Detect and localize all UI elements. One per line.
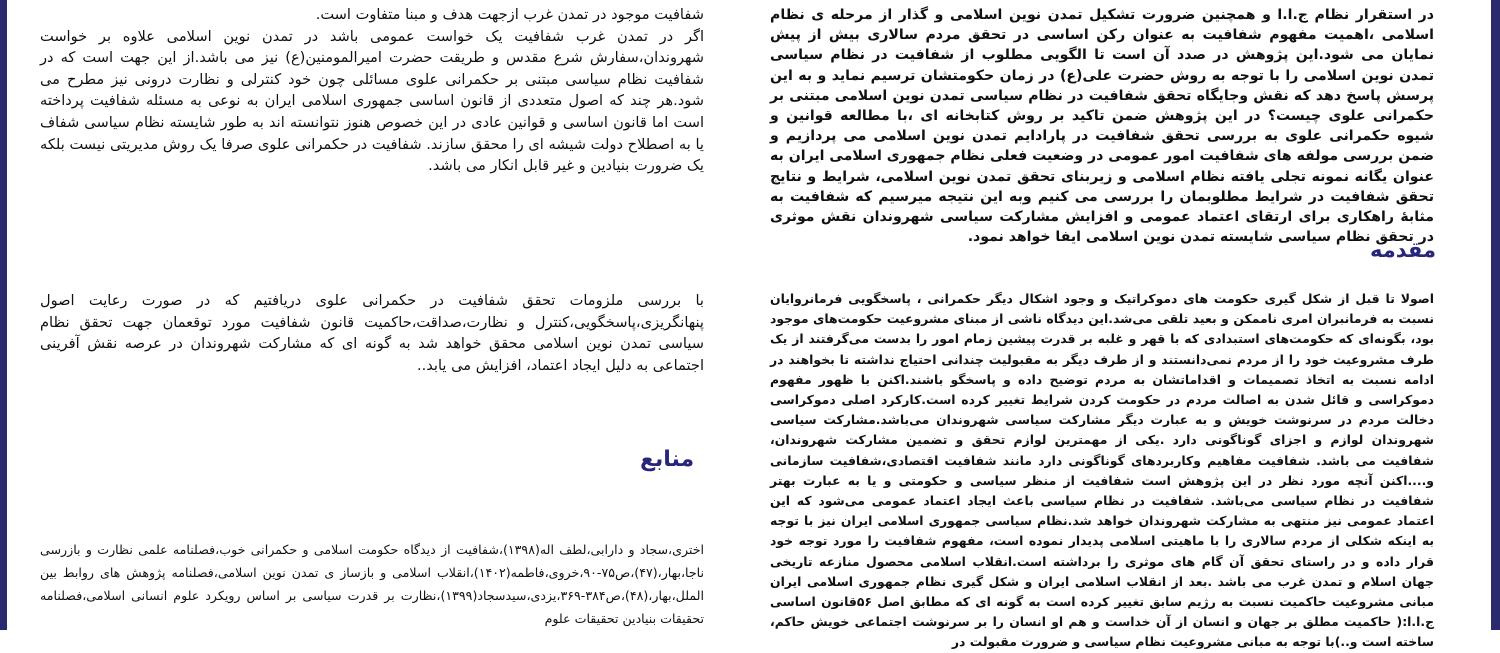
abstract-block xyxy=(770,5,1434,247)
abstract-text: در استقرار نظام ج.ا.ا و همچنین ضرورت تشکیل تمدن نوین اسلامی و گذار از مرحله ی نظام اسلامی ،اهمیت مفهوم شفافیت به عنوان رکن اساسی در تحقق مردم سالاری بیش از پیش نمایان می شود.این پژوهش در صدد آن است تا الگویی مطلوب از شفافیت در نظام سیاسی تمدن نوین اسلامی را با توجه به روش حضرت علی(ع) در زمان حکومتشان ترسیم نماید و به این پرسش پاسخ دهد که نقش وجایگاه تحقق شفافیت در نظام سیاسی تمدن نوین اسلامی مبتنی بر حکمرانی علوی چیست؟ در این پژوهش ضمن تاکید بر روش کتابخانه ای ،با مطالعه قوانین و شیوه حکمرانی علوی به بررسی تحقق شفافیت در پارادایم تمدن نوین اسلامی می پردازیم و ضمن بررسی مولفه های شفافیت امور عمومی در وضعیت فعلی نظام جمهوری اسلامی ایران به عنوان یگانه نمونه تجلی یافته نظام اسلامی و زیربنای تحقق تمدن نوین اسلامی، شرایط و نتایج تحقق شفافیت در شرایط مطلوبمان را بررسی می کنیم وبه این نتیجه میرسیم که شفافیت به مثابهٔ راهکاری برای ارتقای اعتماد عمومی و افزایش مشارکت سیاسی شهروندان نقش موثری در تحقق نظام سیاسی شایسته تمدن نوین اسلامی ایفا خواهد نمود. xyxy=(770,7,1434,246)
right-margin-bar xyxy=(1491,0,1500,630)
paragraph-3: با بررسی ملزومات تحقق شفافیت در حکمرانی علوی دریافتیم که در صورت رعایت اصول پنهانگریزی،پاسخگویی،کنترل و نظارت،صداقت،حاکمیت قانون شفافیت مورد توقعمان جهت تحقق نظام سیاسی تمدن نوین اسلامی محقق خواهد شد به گونه ای که مشارکت شهروندان در عرصه نقش آفرینی اجتماعی به دلیل ایجاد اعتماد، افزایش می یابد.. xyxy=(40,292,704,374)
introduction-heading: مقدمه xyxy=(1370,238,1436,262)
introduction-text: اصولا تا قبل از شکل گیری حکومت های دموکراتیک و وجود اشکال دیگر حکمرانی ، پاسخگویی فرمانروایان نسبت به فرمانبران امری ناممکن و بعید تلقی می‌شد.این دیدگاه ناشی از مبنای مشروعیت حکومت‌های موجود بود، بگونه‌ای که حکومت‌های استبدادی که با قهر و غلبه بر قدرت پیشین زمام امور را بدست می‌گرفتند از یک طرف مشروعیت خود را از مردم نمی‌دانستند و از طرف دیگر به مقبولیت چندانی احتیاج نداشته تا بخواهند در ادامه نسبت به اتخاذ تصمیمات و اقداماتشان به مردم توضیح داده و پاسخگو باشند.اکنن با ظهور مفهوم دموکراسی و قائل شدن به اصالت مردم در حکومت کردن شرایط تغییر کرده است.کارکرد اصلی دموکراسی دخالت مردم در سرنوشت خویش و به عبارت دیگر مشارکت سیاسی شهروندان می‌باشد.مشارکت سیاسی شهروندان لوازم و اجزای گوناگونی دارد .یکی از مهمترین لوازم تحقق و تضمین مشارکت شهروندان، شفافیت می باشد. شفافیت مفاهیم وکاربردهای گوناگونی دارد مانند شفافیت اقتصادی،شفافیت سازمانی و....اکنن آنچه مورد نظر در این پژوهش است شفافیت از منظر سیاسی و حکومتی و یا به عبارت بهتر شفافیت در نظام سیاسی می‌باشد. شفافیت در نظام سیاسی باعث ایجاد اعتماد عمومی می‌شود که این اعتماد عمومی نیز منتهی به مشارکت شهروندان خواهد شد.نظام سیاسی جمهوری اسلامی ایران نیز با توجه به اینکه شکلی از مردم سالاری را با ماهیتی اسلامی پدیدار نموده است، مفهوم شفافیت را مورد توجه خود قرار داده و در راستای تحقق آن گام های موثری را برداشته است.انقلاب اسلامی محصول منازعه تاریخی جهان اسلام و تمدن غرب می باشد .بعد از انقلاب اسلامی ایران و شکل گیری نظام جمهوری اسلامی ایران مبانی مشروعیت حاکمیت نسبت به رژیم سابق تغییر کرده است به گونه ای که مطابق اصل ۵۶قانون اساسی ج.ا.ا:( حاکمیت مطلق بر جهان و انسان از آن خداست و هم او انسان را بر سرنوشت اجتماعی خویش حاکم، ساخته است و..)با توجه به مبانی مشروعیت نظام سیاسی و ضرورت مقبولت در xyxy=(770,291,1434,650)
left-column xyxy=(40,4,704,177)
references-heading: منابع xyxy=(640,447,695,472)
paragraph-1-tail: شفافیت موجود در تمدن غرب ازجهت هدف و مبنا متفاوت است. xyxy=(315,6,704,23)
introduction-block xyxy=(770,289,1434,653)
left-margin-bar xyxy=(0,0,7,630)
references-block xyxy=(40,538,704,630)
references-text: اختری،سجاد و دارابی،لطف اله(۱۳۹۸)،شفافیت از دیدگاه حکومت اسلامی و حکمرانی خوب،فصلنامه علمی نظارت و بازرسی ناجا،بهار،(۴۷)،ص۷۵-۹۰،خروی،فاطمه(۱۴۰۲)،انقلاب اسلامی و بازساز ی تمدن نوین اسلامی،فصلنامه پژوهش های روابط بین الملل،بهار،(۴۸)،ص۳۸۴-۳۶۹،یزدی،سیدسجاد(۱۳۹۹)،نظارت بر قدرت سیاسی بر اساس رویکرد علوم انسانی اسلامی،فصلنامه تحقیقات بنیادین تحقیقات علوم xyxy=(40,542,705,626)
conclusion-block xyxy=(40,290,704,376)
paragraph-2: اگر در تمدن غرب شفافیت یک خواست عمومی باشد در تمدن نوین اسلامی علاوه بر خواست شهروندان،سفارش شرع مقدس و طریقت حضرت امیرالمومنین(ع) نیز می باشد.از این جهت است که در شفافیت نظام سیاسی مبتنی بر حکمرانی علوی مسائلی چون خود کنترلی و نظارت درونی نیز مطرح می شود.هر چند که اصول متعددی از قانون اساسی جمهوری اسلامی ایران به نوعی به مسئله شفافیت پرداخته است اما قانون اساسی و قوانین عادی در این خصوص هنوز نتوانسته اند به طور شایسته نظام سیاسی شفاف یا به اصطلاح دولت شیشه ای را محقق سازند. شفافیت در حکمرانی علوی صرفا یک روش مدیریتی نیست بلکه یک ضرورت بنیادین و غیر قابل انکار می باشد. xyxy=(40,27,704,175)
